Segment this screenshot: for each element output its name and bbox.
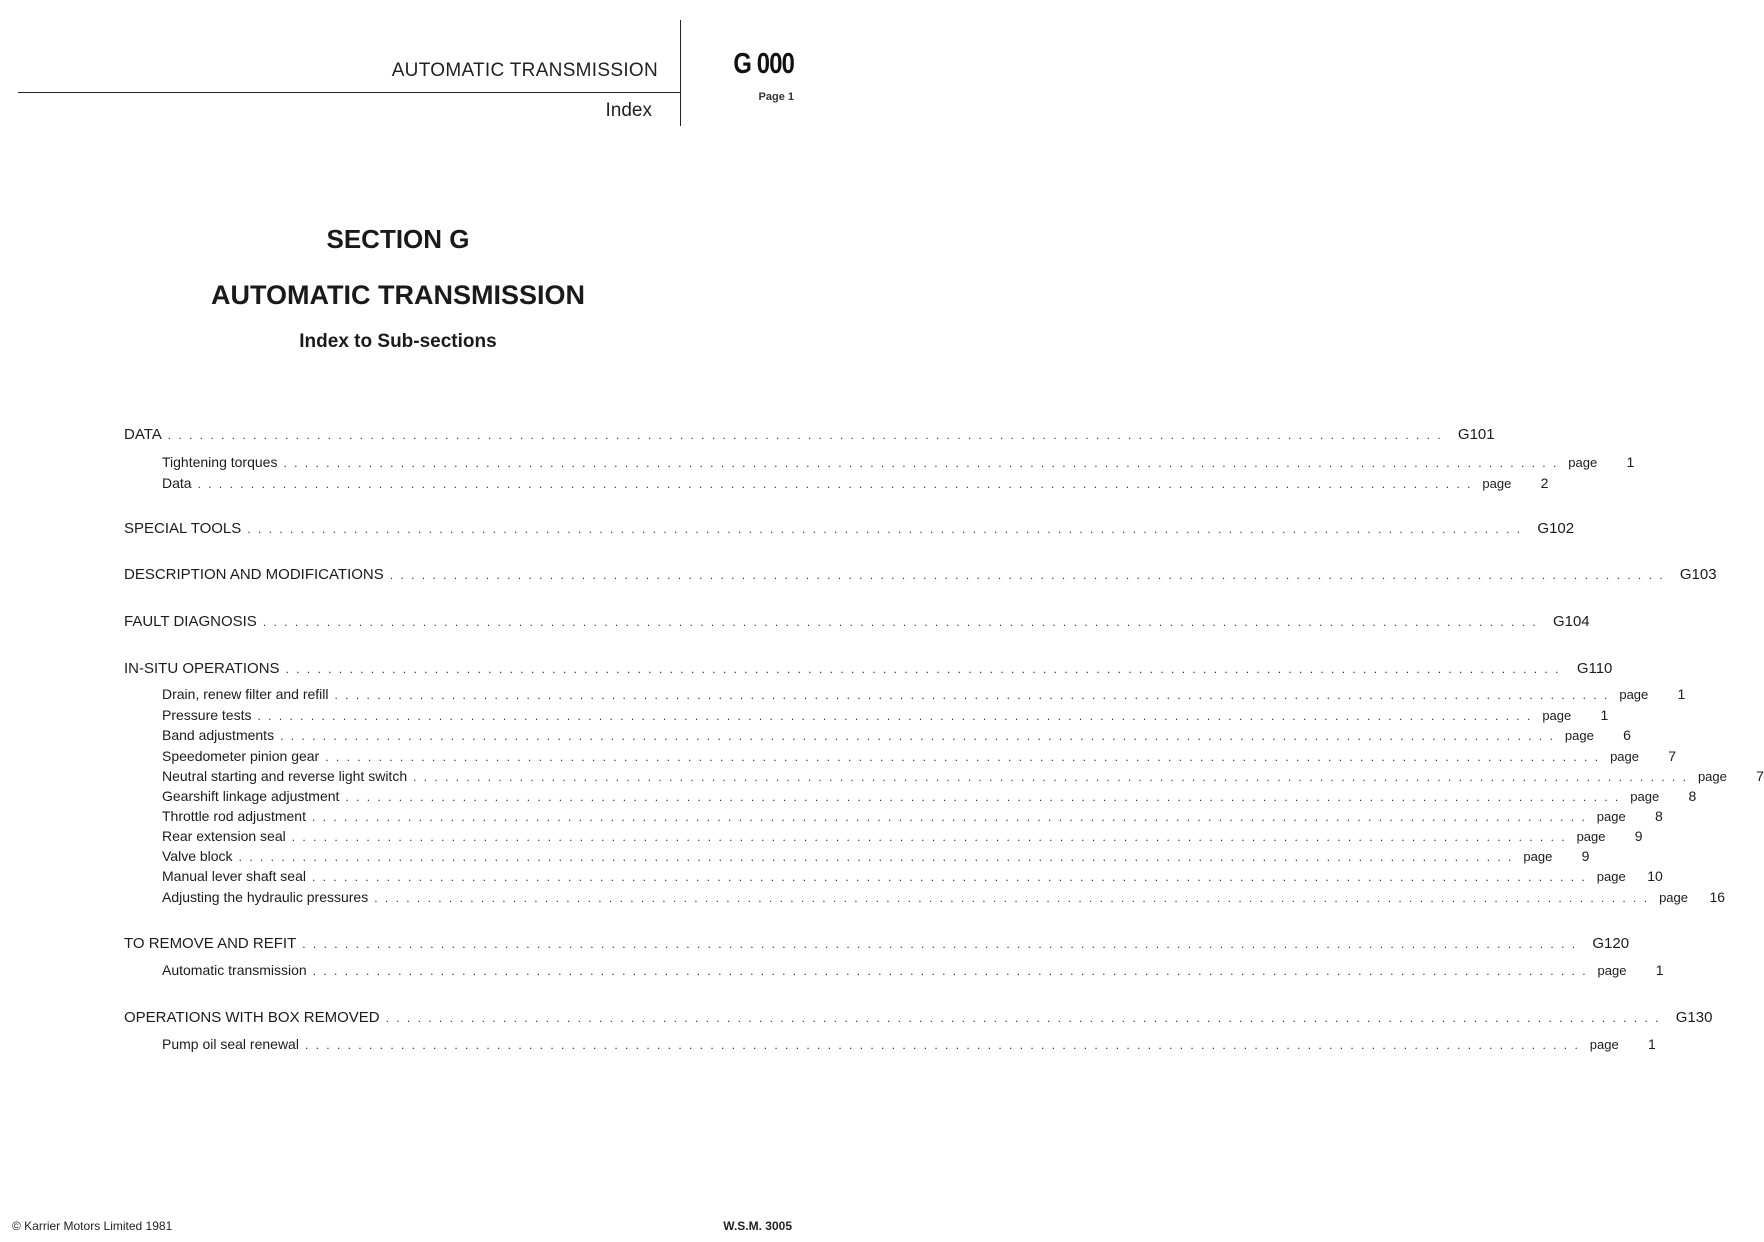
header-divider bbox=[680, 20, 681, 126]
toc-item[interactable]: Gearshift linkage adjustment . . . . . . . . . . . . . . . . . . . . . . . . . . . . . . . . . . . . . . . . . . . . . . . . . . . . . . . . . . . . . . . . . . . . . . . . . . . . . . . . . . . . . . . . . . . . . . . . . . . . . . . . . . . . . . . . . . . . . . . . page 8 bbox=[162, 788, 1697, 804]
copyright-notice: © Karrier Motors Limited 1981 bbox=[12, 1219, 173, 1233]
toc-section-remove-refit[interactable]: TO REMOVE AND REFIT . . . . . . . . . . . . . . . . . . . . . . . . . . . . . . . . . . . . . . . . . . . . . . . . . . . . . . . . . . . . . . . . . . . . . . . . . . . . . . . . . . . . . . . . . . . . . . . . . . . . . . . . . . . . . . . . . . . . . . . . G120 bbox=[124, 935, 1630, 952]
toc-section-fault-diagnosis[interactable]: FAULT DIAGNOSIS . . . . . . . . . . . . . . . . . . . . . . . . . . . . . . . . . . . . . . . . . . . . . . . . . . . . . . . . . . . . . . . . . . . . . . . . . . . . . . . . . . . . . . . . . . . . . . . . . . . . . . . . . . . . . . . . . . . . . . . . G104 bbox=[124, 613, 1590, 630]
header-rule bbox=[18, 92, 680, 93]
page-label: Page 1 bbox=[758, 91, 794, 103]
toc-section-box-removed[interactable]: OPERATIONS WITH BOX REMOVED . . . . . . . . . . . . . . . . . . . . . . . . . . . . . . . . . . . . . . . . . . . . . . . . . . . . . . . . . . . . . . . . . . . . . . . . . . . . . . . . . . . . . . . . . . . . . . . . . . . . . . . . . . . . . . . . . . . . . . . . G130 bbox=[124, 1009, 1713, 1026]
toc-section-in-situ[interactable]: IN-SITU OPERATIONS . . . . . . . . . . . . . . . . . . . . . . . . . . . . . . . . . . . . . . . . . . . . . . . . . . . . . . . . . . . . . . . . . . . . . . . . . . . . . . . . . . . . . . . . . . . . . . . . . . . . . . . . . . . . . . . . . . . . . . . . G110 bbox=[124, 660, 1613, 677]
toc-section-data[interactable]: DATA . . . . . . . . . . . . . . . . . . . . . . . . . . . . . . . . . . . . . . . . . . . . . . . . . . . . . . . . . . . . . . . . . . . . . . . . . . . . . . . . . . . . . . . . . . . . . . . . . . . . . . . . . . . . . . . . . . . . . . . . G101 bbox=[124, 426, 1495, 443]
toc-item[interactable]: Rear extension seal . . . . . . . . . . . . . . . . . . . . . . . . . . . . . . . . . . . . . . . . . . . . . . . . . . . . . . . . . . . . . . . . . . . . . . . . . . . . . . . . . . . . . . . . . . . . . . . . . . . . . . . . . . . . . . . . . . . . . . . . page 9 bbox=[162, 828, 1643, 844]
section-title: AUTOMATIC TRANSMISSION bbox=[211, 280, 585, 310]
toc-item[interactable]: Band adjustments . . . . . . . . . . . . . . . . . . . . . . . . . . . . . . . . . . . . . . . . . . . . . . . . . . . . . . . . . . . . . . . . . . . . . . . . . . . . . . . . . . . . . . . . . . . . . . . . . . . . . . . . . . . . . . . . . . . . . . . . page 6 bbox=[162, 727, 1631, 743]
toc-item[interactable]: Tightening torques . . . . . . . . . . . . . . . . . . . . . . . . . . . . . . . . . . . . . . . . . . . . . . . . . . . . . . . . . . . . . . . . . . . . . . . . . . . . . . . . . . . . . . . . . . . . . . . . . . . . . . . . . . . . . . . . . . . . . . . . page 1 bbox=[162, 454, 1635, 470]
section-code: G 000 bbox=[733, 48, 794, 80]
toc-item[interactable]: Pressure tests . . . . . . . . . . . . . . . . . . . . . . . . . . . . . . . . . . . . . . . . . . . . . . . . . . . . . . . . . . . . . . . . . . . . . . . . . . . . . . . . . . . . . . . . . . . . . . . . . . . . . . . . . . . . . . . . . . . . . . . . page 1 bbox=[162, 707, 1609, 723]
toc-item[interactable]: Pump oil seal renewal . . . . . . . . . . . . . . . . . . . . . . . . . . . . . . . . . . . . . . . . . . . . . . . . . . . . . . . . . . . . . . . . . . . . . . . . . . . . . . . . . . . . . . . . . . . . . . . . . . . . . . . . . . . . . . . . . . . . . . . . page 1 bbox=[162, 1036, 1656, 1052]
index-subtitle: Index to Sub-sections bbox=[299, 331, 497, 352]
header-title: AUTOMATIC TRANSMISSION bbox=[391, 60, 658, 81]
toc-item[interactable]: Throttle rod adjustment . . . . . . . . . . . . . . . . . . . . . . . . . . . . . . . . . . . . . . . . . . . . . . . . . . . . . . . . . . . . . . . . . . . . . . . . . . . . . . . . . . . . . . . . . . . . . . . . . . . . . . . . . . . . . . . . . . . . . . . . page 8 bbox=[162, 808, 1663, 824]
toc-section-description[interactable]: DESCRIPTION AND MODIFICATIONS . . . . . . . . . . . . . . . . . . . . . . . . . . . . . . . . . . . . . . . . . . . . . . . . . . . . . . . . . . . . . . . . . . . . . . . . . . . . . . . . . . . . . . . . . . . . . . . . . . . . . . . . . . . . . . . . . . . . . . . . G103 bbox=[124, 566, 1717, 583]
header-subtitle: Index bbox=[605, 100, 652, 121]
toc-item[interactable]: Neutral starting and reverse light switch . . . . . . . . . . . . . . . . . . . . . . . . . . . . . . . . . . . . . . . . . . . . . . . . . . . . . . . . . . . . . . . . . . . . . . . . . . . . . . . . . . . . . . . . . . . . . . . . . . . . . . . . . . . . . . . . . . . . . . . . page 7 bbox=[162, 768, 1764, 784]
document-reference: W.S.M. 3005 bbox=[723, 1219, 792, 1233]
toc-item[interactable]: Automatic transmission . . . . . . . . . . . . . . . . . . . . . . . . . . . . . . . . . . . . . . . . . . . . . . . . . . . . . . . . . . . . . . . . . . . . . . . . . . . . . . . . . . . . . . . . . . . . . . . . . . . . . . . . . . . . . . . . . . . . . . . . page 1 bbox=[162, 962, 1664, 978]
toc-item[interactable]: Adjusting the hydraulic pressures . . . . . . . . . . . . . . . . . . . . . . . . . . . . . . . . . . . . . . . . . . . . . . . . . . . . . . . . . . . . . . . . . . . . . . . . . . . . . . . . . . . . . . . . . . . . . . . . . . . . . . . . . . . . . . . . . . . . . . . . page 16 bbox=[162, 889, 1726, 905]
toc-item[interactable]: Data . . . . . . . . . . . . . . . . . . . . . . . . . . . . . . . . . . . . . . . . . . . . . . . . . . . . . . . . . . . . . . . . . . . . . . . . . . . . . . . . . . . . . . . . . . . . . . . . . . . . . . . . . . . . . . . . . . . . . . . . page 2 bbox=[162, 475, 1549, 491]
toc-item[interactable]: Drain, renew filter and refill . . . . . . . . . . . . . . . . . . . . . . . . . . . . . . . . . . . . . . . . . . . . . . . . . . . . . . . . . . . . . . . . . . . . . . . . . . . . . . . . . . . . . . . . . . . . . . . . . . . . . . . . . . . . . . . . . . . . . . . . page 1 bbox=[162, 686, 1686, 702]
toc-item[interactable]: Speedometer pinion gear . . . . . . . . . . . . . . . . . . . . . . . . . . . . . . . . . . . . . . . . . . . . . . . . . . . . . . . . . . . . . . . . . . . . . . . . . . . . . . . . . . . . . . . . . . . . . . . . . . . . . . . . . . . . . . . . . . . . . . . . page 7 bbox=[162, 748, 1677, 764]
toc-item[interactable]: Manual lever shaft seal . . . . . . . . . . . . . . . . . . . . . . . . . . . . . . . . . . . . . . . . . . . . . . . . . . . . . . . . . . . . . . . . . . . . . . . . . . . . . . . . . . . . . . . . . . . . . . . . . . . . . . . . . . . . . . . . . . . . . . . . page 10 bbox=[162, 868, 1663, 884]
section-heading: SECTION G bbox=[326, 224, 470, 254]
toc-section-special-tools[interactable]: SPECIAL TOOLS . . . . . . . . . . . . . . . . . . . . . . . . . . . . . . . . . . . . . . . . . . . . . . . . . . . . . . . . . . . . . . . . . . . . . . . . . . . . . . . . . . . . . . . . . . . . . . . . . . . . . . . . . . . . . . . . . . . . . . . . G102 bbox=[124, 520, 1575, 537]
toc-item[interactable]: Valve block . . . . . . . . . . . . . . . . . . . . . . . . . . . . . . . . . . . . . . . . . . . . . . . . . . . . . . . . . . . . . . . . . . . . . . . . . . . . . . . . . . . . . . . . . . . . . . . . . . . . . . . . . . . . . . . . . . . . . . . . page 9 bbox=[162, 848, 1590, 864]
